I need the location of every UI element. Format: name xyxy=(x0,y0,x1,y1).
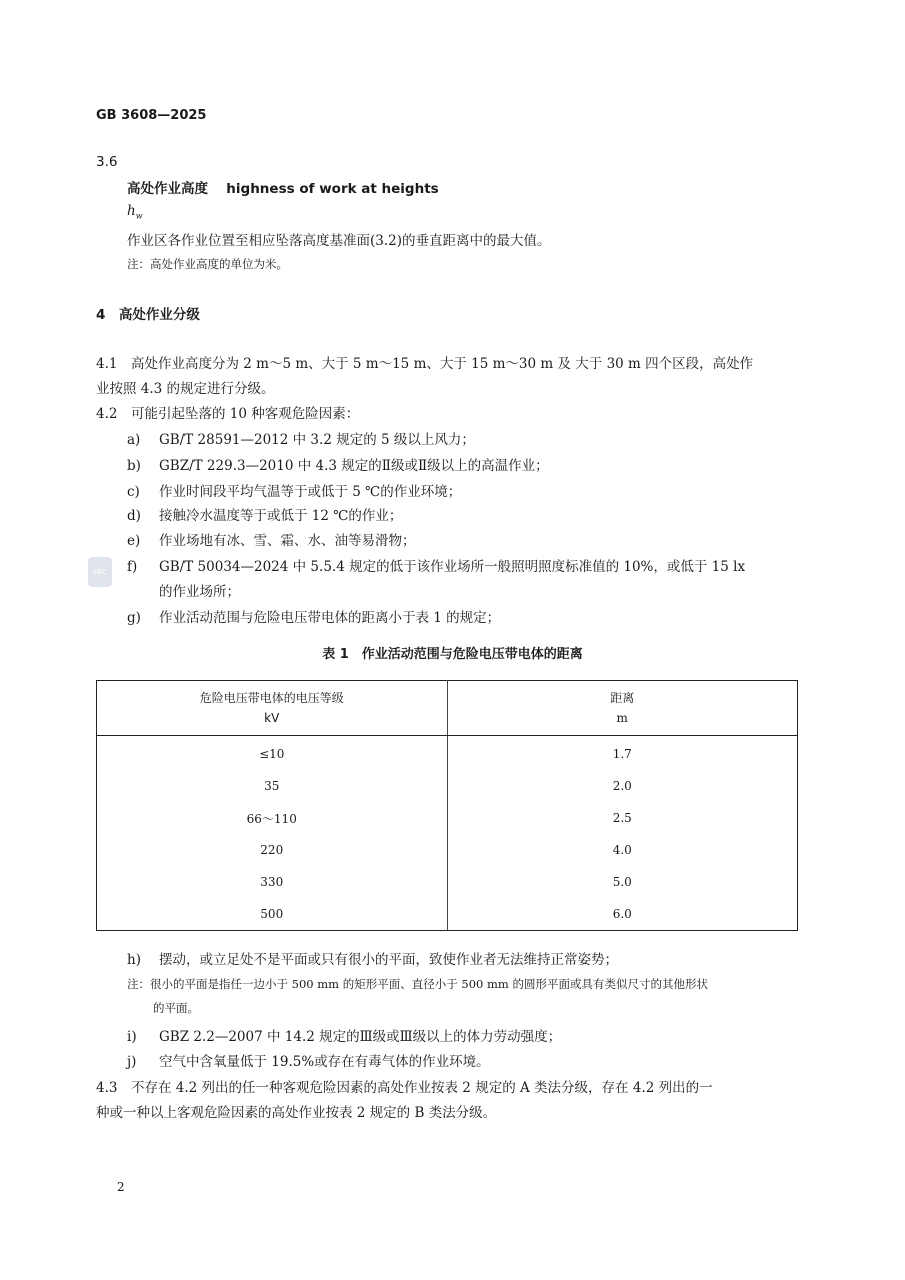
term-english: highness of work at heights xyxy=(226,181,439,197)
cell-voltage: ≤10 xyxy=(97,736,448,771)
section-4-heading: 4 高处作业分级 xyxy=(96,307,200,323)
cell-distance: 5.0 xyxy=(612,875,632,889)
symbol-main: h xyxy=(127,203,136,219)
term-heading xyxy=(127,177,439,197)
cell-voltage: 500 xyxy=(97,898,448,931)
symbol-subscript: w xyxy=(135,211,143,221)
cell-voltage: 35 xyxy=(97,770,448,802)
table-1-caption: 表 1 作业活动范围与危险电压带电体的距离 xyxy=(322,647,583,662)
clause-4-3-line2: 种或一种以上客观危险因素的高处作业按表 2 规定的 B 类法分级。 xyxy=(96,1105,497,1121)
clause-4-3-line1: 4.3 不存在 4.2 列出的任一种客观危险因素的高处作业按表 2 规定的 A 类法分级，存在 4.2 列出的一 xyxy=(96,1080,713,1096)
table-row xyxy=(97,866,798,898)
header-distance-label: 距离 xyxy=(610,691,635,705)
table-1 xyxy=(96,680,798,931)
watermark-stamp: SBC xyxy=(88,557,112,587)
table-row xyxy=(97,770,798,802)
term-note: 注：高处作业高度的单位为米。 xyxy=(127,257,288,271)
list-item-f-continued: 的作业场所； xyxy=(159,584,240,600)
page-number: 2 xyxy=(117,1180,125,1194)
list-item-j: j) 空气中含氧量低于 19.5%或存在有毒气体的作业环境。 xyxy=(127,1054,490,1070)
list-item-e: e) 作业场地有冰、雪、霜、水、油等易滑物； xyxy=(127,533,416,549)
cell-distance: 6.0 xyxy=(612,907,632,921)
cell-distance: 4.0 xyxy=(612,843,632,857)
table-row xyxy=(97,802,798,834)
table-row xyxy=(97,898,798,931)
cell-voltage: 66～110 xyxy=(97,802,448,834)
term-definition: 作业区各作业位置至相应坠落高度基准面(3.2)的垂直距离中的最大值。 xyxy=(127,233,551,249)
list-item-b: b) GBZ/T 229.3—2010 中 4.3 规定的Ⅱ级或Ⅱ级以上的高温作业； xyxy=(127,458,549,474)
table-header-voltage xyxy=(97,681,448,736)
table-header-distance xyxy=(447,681,798,736)
term-symbol xyxy=(127,203,143,221)
clause-number-3-6: 3.6 xyxy=(96,154,118,170)
cell-voltage: 330 xyxy=(97,866,448,898)
header-voltage-label: 危险电压带电体的电压等级 xyxy=(199,691,344,705)
table-row xyxy=(97,736,798,771)
standard-number: GB 3608—2025 xyxy=(96,108,207,123)
list-item-a: a) GB/T 28591—2012 中 3.2 规定的 5 级以上风力； xyxy=(127,432,475,448)
list-item-c: c) 作业时间段平均气温等于或低于 5 ℃的作业环境； xyxy=(127,484,462,500)
list-item-i: i) GBZ 2.2—2007 中 14.2 规定的Ⅲ级或Ⅲ级以上的体力劳动强度； xyxy=(127,1029,562,1045)
table-row xyxy=(97,834,798,866)
cell-distance: 2.0 xyxy=(612,779,632,793)
cell-voltage: 220 xyxy=(97,834,448,866)
term-chinese: 高处作业高度 xyxy=(127,181,208,197)
note-small-plane-line1: 注：很小的平面是指任一边小于 500 mm 的矩形平面、直径小于 500 mm 的圆形平面或具有类似尺寸的其他形状 xyxy=(127,977,708,991)
note-small-plane-line2: 的平面。 xyxy=(153,1001,199,1015)
list-item-f: f) GB/T 50034—2024 中 5.5.4 规定的低于该作业场所一般照明照度标准值的 10%，或低于 15 lx xyxy=(127,559,746,575)
clause-4-1-line1: 4.1 高处作业高度分为 2 m～5 m、大于 5 m～15 m、大于 15 m～30 m 及 大于 30 m 四个区段，高处作 xyxy=(96,356,754,372)
list-item-h: h) 摆动，或立足处不是平面或只有很小的平面，致使作业者无法维持正常姿势； xyxy=(127,952,618,968)
cell-distance: 2.5 xyxy=(612,811,632,825)
clause-4-2-lead: 4.2 可能引起坠落的 10 种客观危险因素： xyxy=(96,406,360,422)
header-distance-unit: m xyxy=(616,711,628,725)
clause-4-1-line2: 业按照 4.3 的规定进行分级。 xyxy=(96,381,275,397)
header-voltage-unit: kV xyxy=(264,711,280,725)
list-item-g: g) 作业活动范围与危险电压带电体的距离小于表 1 的规定； xyxy=(127,610,501,626)
cell-distance: 1.7 xyxy=(612,747,632,761)
list-item-d: d) 接触冷水温度等于或低于 12 ℃的作业； xyxy=(127,508,403,524)
